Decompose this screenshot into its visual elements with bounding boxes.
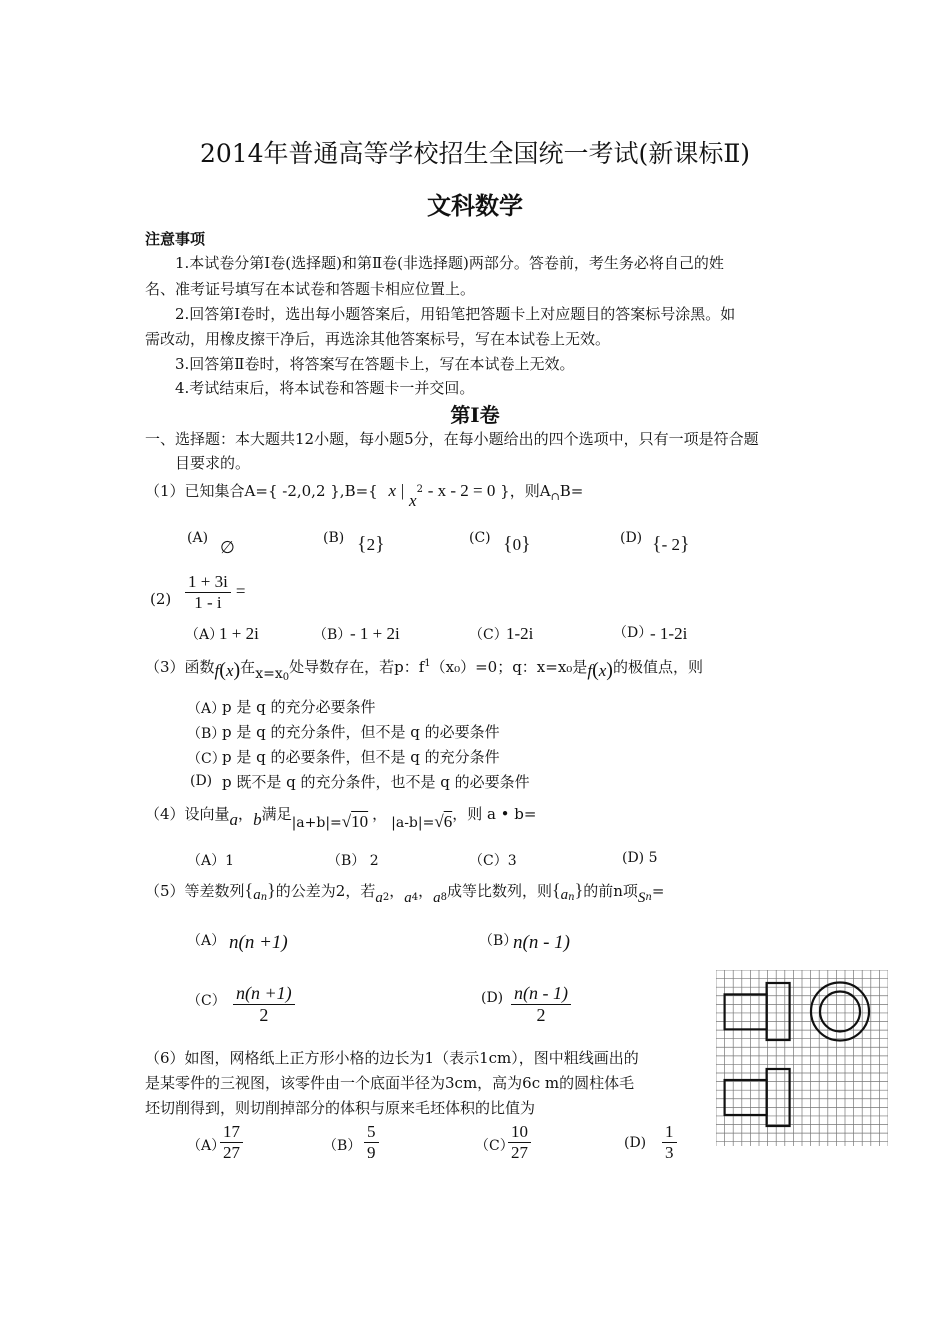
notice-item-1-cont: 名、准考证号填写在本试卷和答题卡相应位置上。 — [145, 280, 476, 298]
q3-sub0: 0 — [282, 672, 290, 683]
q1-option-c-value: {0} — [503, 533, 531, 555]
q5-option-c-value — [233, 983, 295, 1025]
q4-root1: 10 — [351, 812, 369, 831]
question-5: （5）等差数列$\{a_n\}$的公差为2，若$a_2$，$a_4$，$a_8$成等比数列，则$\{a_n\}$的前n项$S_n=$ — [145, 880, 665, 906]
q3-option-c-text: p 是 q 的必要条件，但不是 q 的充分条件 — [222, 748, 500, 766]
q1-option-d-value: {- 2} — [652, 533, 690, 555]
q1-option-c-text: 0 — [512, 535, 522, 554]
q1-option-d-label: (D) — [620, 530, 643, 546]
q5-option-a-value: n(n +1) — [229, 932, 288, 953]
notice-item-4: 4.考试结束后，将本试卷和答题卡一并交回。 — [175, 379, 475, 397]
q2-option-b-value: - 1 + 2i — [350, 624, 400, 643]
q2-option-a-label: （A） — [185, 627, 224, 643]
q6-a-num: 17 — [220, 1122, 243, 1143]
q5-a-sub: n — [260, 892, 268, 903]
q5-a2: a — [375, 890, 383, 906]
q5-stem-b: 的公差为2，若 — [275, 882, 376, 900]
q3-x: x — [225, 661, 234, 680]
q5-option-d-value — [511, 983, 571, 1025]
q3-option-d-label: (D) — [190, 773, 213, 789]
q4-stem-c: ，则 a • b= — [452, 805, 537, 823]
q6-option-a-label: （A） — [187, 1138, 226, 1154]
question-6-line-1: （6）如图，网格纸上正方形小格的边长为1（表示1cm），图中粗线画出的 — [145, 1049, 639, 1067]
front-view-right-rect — [767, 983, 790, 1040]
notice-item-2-cont: 需改动，用橡皮擦干净后，再选涂其他答案标号，写在本试卷上无效。 — [145, 330, 611, 348]
q6-c-num: 10 — [508, 1122, 531, 1143]
q6-option-b-value — [364, 1122, 379, 1162]
q1-var-x2: x — [409, 491, 417, 510]
q1-option-a-value: ∅ — [220, 538, 235, 557]
q2-option-b-label: （B） — [313, 627, 352, 643]
q5-option-b-value: n(n - 1) — [513, 932, 570, 953]
q3-option-d-text: p 既不是 q 的充分条件，也不是 q 的必要条件 — [222, 773, 530, 791]
section-intro: 一、选择题：本大题共12小题，每小题5分，在每小题给出的四个选项中，只有一项是符合题 — [145, 430, 759, 448]
q6-option-c-label: （C） — [475, 1138, 514, 1154]
question-6-line-2: 是某零件的三视图，该零件由一个底面半径为3cm，高为6c m的圆柱体毛 — [145, 1074, 635, 1092]
q5-d-num: n(n - 1) — [511, 983, 571, 1005]
top-view-right-rect — [767, 1069, 790, 1126]
q3-stem-c: 处导数存在，若p：f — [289, 658, 425, 676]
q4-option-c: （C）3 — [469, 853, 517, 869]
question-6-line-3: 坯切削得到，则切削掉部分的体积与原来毛坯体积的比值为 — [145, 1099, 536, 1117]
q6-d-den: 3 — [665, 1142, 674, 1162]
q4-vec-b: b — [253, 810, 262, 829]
q6-option-b-label: （B） — [323, 1138, 362, 1154]
q5-option-d-label: (D) — [481, 990, 504, 1006]
q3-f2: f — [587, 661, 593, 680]
exam-title: 2014年普通高等学校招生全国统一考试(新课标Ⅱ) — [199, 139, 751, 168]
q5-eq: = — [651, 882, 665, 900]
q1-cap: ∩ — [550, 490, 560, 503]
q5-S-sub: n — [645, 892, 652, 903]
q5-stem-d: 的前n项 — [583, 882, 638, 900]
q3-prime: 1 — [424, 658, 431, 669]
q2-expression — [185, 572, 246, 612]
q3-x2: x — [598, 661, 607, 680]
q2-option-c-label: （C） — [469, 627, 508, 643]
q6-option-d-label: (D) — [624, 1135, 647, 1151]
q5-option-a-label: （A） — [187, 933, 226, 949]
q6-b-den: 9 — [367, 1142, 376, 1162]
q6-a-den: 27 — [223, 1142, 240, 1162]
q2-option-d-label: （D） — [613, 625, 653, 641]
q4-option-d: (D) 5 — [622, 850, 658, 866]
q5-c-num: n(n +1) — [233, 983, 295, 1005]
q5-S: S — [637, 890, 646, 906]
q3-option-a-label: （A） — [187, 701, 226, 717]
q1-option-b-label: (B) — [323, 530, 345, 546]
q3-f: f — [214, 661, 220, 680]
q6-option-d-value — [662, 1122, 677, 1162]
q5-a8-sub: 8 — [440, 892, 447, 903]
question-1 — [145, 480, 584, 510]
q4-option-b: （B） 2 — [327, 853, 379, 869]
top-view-left-rect — [725, 1080, 767, 1115]
question-3: （3）函数f(x)在$x=x_0$处导数存在，若p：$f^1(x_0)=0$；q：x=x₀是f(x)的极值点，则 — [145, 658, 703, 683]
q3-stem-b: 在 — [240, 658, 256, 676]
q1-equation: - x - 2 = 0 — [427, 481, 496, 500]
exam-subtitle: 文科数学 — [427, 191, 523, 220]
front-view-left-rect — [725, 994, 767, 1029]
grid-lines — [716, 970, 888, 1146]
q1-option-d-text: - 2 — [661, 535, 681, 554]
q1-option-b-text: 2 — [366, 535, 376, 554]
q6-option-c-value — [508, 1122, 531, 1162]
q2-option-d-value: - 1-2i — [650, 624, 688, 643]
q3-option-b-text: p 是 q 的充分条件，但不是 q 的必要条件 — [222, 723, 500, 741]
q5-a8: a — [433, 890, 441, 906]
q5-d-den: 2 — [536, 1004, 546, 1025]
q5-a4: a — [404, 890, 412, 906]
q1-close: }，则A — [500, 482, 551, 500]
q2-fraction — [185, 572, 231, 612]
q1-option-a-label: (A) — [187, 530, 209, 546]
q5-a2-sub: 2 — [382, 892, 390, 903]
q2-number: (2) — [150, 590, 172, 608]
q1-var-x: x — [388, 481, 397, 500]
side-view-inner-circle — [820, 992, 860, 1032]
q3-stem-d: （x₀）=0；q：x=x₀是 — [430, 658, 588, 676]
q3-option-c-label: （C） — [187, 751, 226, 767]
q2-denominator: 1 - i — [194, 592, 222, 612]
notice-heading: 注意事项 — [145, 230, 206, 248]
q4-root2: 6 — [443, 812, 453, 831]
q5-option-b-label: （B） — [479, 933, 518, 949]
section-intro-cont: 目要求的。 — [175, 454, 251, 472]
notice-item-2: 2.回答第Ⅰ卷时，选出每小题答案后，用铅笔把答题卡上对应题目的答案标号涂黑。如 — [175, 305, 736, 323]
notice-item-1: 1.本试卷分第Ⅰ卷(选择题)和第Ⅱ卷(非选择题)两部分。答卷前，考生务必将自己的姓 — [175, 254, 724, 272]
q4-stem-b: 满足 — [261, 805, 292, 823]
q6-d-num: 1 — [662, 1122, 677, 1143]
q4-stem-a: （4）设向量 — [145, 805, 230, 823]
notice-item-3: 3.回答第Ⅱ卷时，将答案写在答题卡上，写在本试卷上无效。 — [175, 355, 575, 373]
q1-option-b-value: {2} — [357, 533, 385, 555]
q4-vec-a: a — [229, 810, 239, 829]
q6-option-a-value — [220, 1122, 243, 1162]
volume-heading: 第Ⅰ卷 — [450, 403, 500, 427]
q3-option-a-text: p 是 q 的充分必要条件 — [222, 698, 376, 716]
q4-cond2: |a-b|= — [391, 815, 435, 831]
q5-stem-c: 成等比数列，则 — [446, 882, 552, 900]
q2-numerator: 1 + 3i — [185, 572, 231, 593]
q5-a-b-sub: n — [568, 892, 575, 903]
q6-c-den: 27 — [511, 1142, 528, 1162]
q1-exp: 2 — [416, 484, 423, 495]
q5-option-c-label: （C） — [187, 993, 226, 1009]
q4-cond1: |a+b|= — [291, 815, 342, 831]
q3-xx0: x=x — [255, 666, 283, 682]
q1-option-c-label: (C) — [469, 530, 491, 546]
q1-end: B= — [559, 482, 584, 500]
q1-stem: （1）已知集合A={ -2,0,2 },B={ — [145, 482, 378, 500]
question-4: （4）设向量a，b满足|a+b|=√10 ， |a-b|=√6，则 a • b= — [145, 805, 537, 831]
q3-stem-e: 的极值点，则 — [612, 658, 703, 676]
q5-stem-a: （5）等差数列 — [145, 882, 245, 900]
q4-option-a: （A）1 — [187, 853, 235, 869]
q5-a: a — [253, 887, 261, 903]
q5-a4-sub: 4 — [411, 892, 419, 903]
q2-option-c-value: 1-2i — [506, 624, 534, 643]
three-view-figure — [716, 970, 888, 1146]
q5-c-den: 2 — [259, 1004, 269, 1025]
q4-comma: ， — [238, 805, 254, 823]
q5-a-b: a — [560, 887, 569, 903]
q1-bar: | — [400, 481, 405, 500]
q6-b-num: 5 — [364, 1122, 379, 1143]
q2-option-a-value: 1 + 2i — [219, 624, 259, 643]
q3-stem-a: （3）函数 — [145, 658, 215, 676]
q3-option-b-label: （B） — [187, 726, 226, 742]
q2-equals: = — [235, 581, 246, 601]
